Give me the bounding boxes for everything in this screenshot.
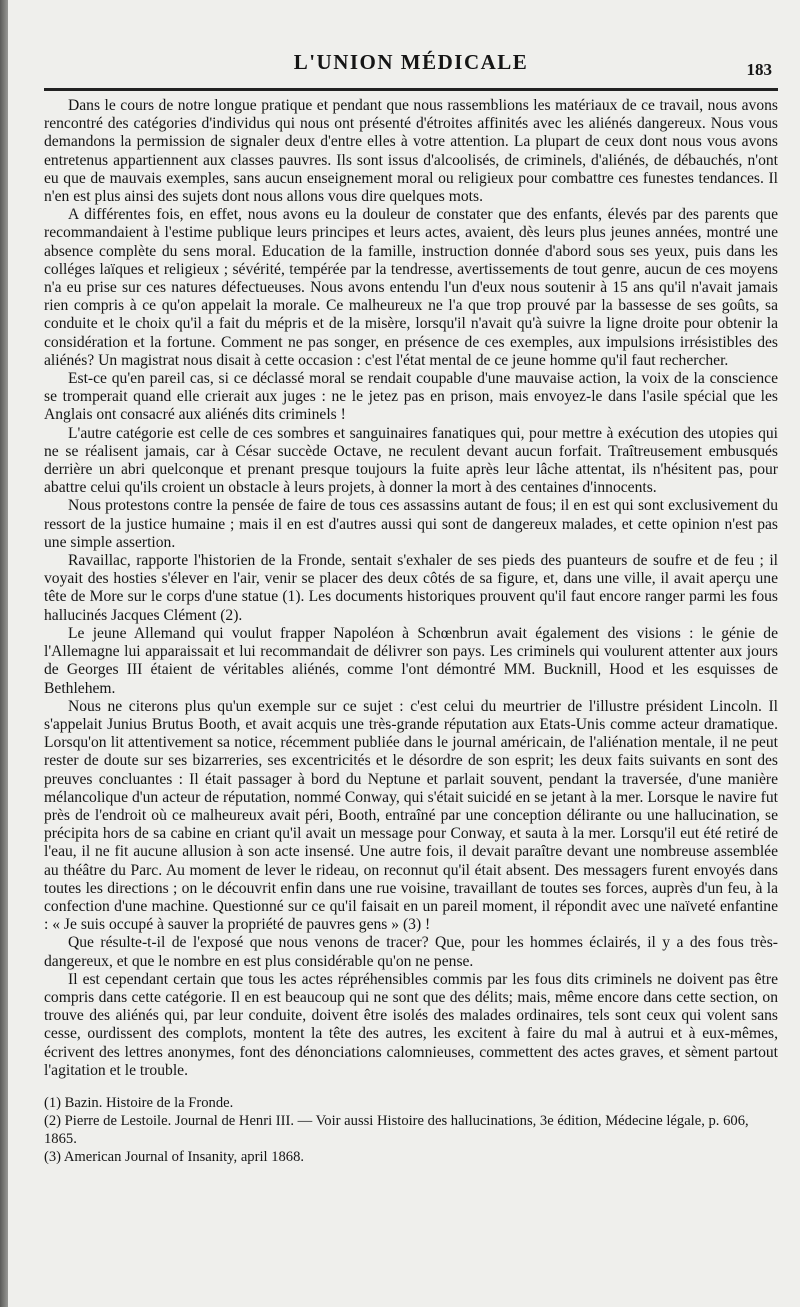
paragraph: Que résulte-t-il de l'exposé que nous venons de tracer? Que, pour les hommes éclairés, il y a des fous très-dangereux, et que le nombre en est plus considérable qu'on ne pense. — [44, 934, 778, 970]
paragraph: A différentes fois, en effet, nous avons eu la douleur de constater que des enfants, élevés par des parents que recommandaient à l'estime publique leurs principes et leurs actes, avaient, dès leurs plus jeunes années, montré une absence complète du sens moral. Education de la famille, instruction donnée d'abord sous ses yeux, puis dans les colléges laïques et religieux ; sévérité, tempérée par la tendresse, avertissements de tout genre, aucun de ces moyens n'a eu prise sur ces natures défectueuses. Nous avons entendu l'un d'eux nous soutenir à 15 ans qu'il n'avait jamais rien compris à ce qu'on appelait la morale. Ce malheureux ne l'a que trop prouvé par la bassesse de ses goûts, sa conduite et le choix qu'il a fait du mépris et de la misère, lorsqu'il n'avait qu'à suivre la ligne droite pour obtenir la considération et la fortune. Comment ne pas songer, en présence de ces exemples, aux impulsions irrésistibles des aliénés? Un magistrat nous disait à cette occasion : c'est l'état mental de ce jeune homme qu'il faut rechercher. — [44, 206, 778, 369]
header-rule — [44, 88, 778, 91]
footnote: (3) American Journal of Insanity, april 1868. — [44, 1148, 305, 1165]
body-text — [44, 97, 778, 1080]
running-head: L'UNION MÉDICALE — [293, 50, 529, 74]
paragraph: Il est cependant certain que tous les actes répréhensibles commis par les fous dits criminels ne doivent pas être compris dans cette catégorie. Il en est beaucoup qui ne sont que des délits; mais, même encore dans cette section, on trouve des aliénés qui, par leur conduite, doivent être isolés des malades ordinaires, tels sont ceux qui volent sans cesse, ourdissent des complots, montent la tête des autres, les excitent à faire du mal à autrui et à eux-mêmes, écrivent des lettres anonymes, font des dénonciations calomnieuses, commettent des actes graves, et sèment partout l'agitation et le trouble. — [44, 970, 778, 1079]
paragraph: Nous protestons contre la pensée de faire de tous ces assassins autant de fous; il en est qui sont exclusivement du ressort de la justice humaine ; mais il en est d'autres aussi qui sont de dangereux malades, et cette opinion n'est pas une simple assertion. — [44, 497, 778, 551]
footnote: (1) Bazin. Histoire de la Fronde. — [44, 1094, 234, 1111]
footnote: (2) Pierre de Lestoile. Journal de Henri III. — Voir aussi Histoire des hallucinations, 3e édition, Médecine légale, p. 606, 1865. — [44, 1112, 749, 1147]
paragraph: Ravaillac, rapporte l'historien de la Fronde, sentait s'exhaler de ses pieds des puanteurs de soufre et de feu ; il voyait des hosties s'élever en l'air, venir se placer des deux côtés de sa figure, et, dans une ville, il avait aperçu une tête de More sur le corps d'une statue (1). Les documents historiques prouvent qu'il faut encore ranger parmi les fous hallucinés Jacques Clément (2). — [44, 552, 778, 624]
page-number: 183 — [746, 60, 772, 79]
footnotes — [44, 1094, 778, 1166]
book-page — [8, 0, 800, 1307]
paragraph: Le jeune Allemand qui voulut frapper Napoléon à Schœnbrun avait également des visions : le génie de l'Allemagne lui apparaissait et lui recommandait de délivrer son pays. Les criminels qui voulurent attenter aux jours de Georges III étaient de véritables aliénés, comme l'ont démontré MM. Bucknill, Hood et les esquisses de Bethlehem. — [44, 624, 778, 697]
paragraph: Dans le cours de notre longue pratique et pendant que nous rassemblions les matériaux de ce travail, nous avons rencontré des catégories d'individus qui nous ont présenté d'étroites affinités avec les aliénés dangereux. Nous vous demandons la permission de signaler deux d'entre elles à votre attention. La plupart de ceux dont nous vous avons entretenus appartiennent aux classes pauvres. Ils sont issus d'alcoolisés, de criminels, d'aliénés, de débauchés, n'ont eu que de mauvais exemples, sans aucun enseignement moral ou religieux pour combattre ces funestes tendances. Il n'en est plus ainsi des sujets dont nous allons vous dire quelques mots. — [44, 97, 778, 206]
paragraph: Nous ne citerons plus qu'un exemple sur ce sujet : c'est celui du meurtrier de l'illustre président Lincoln. Il s'appelait Junius Brutus Booth, et avait acquis une très-grande réputation aux Etats-Unis comme acteur dramatique. Lorsqu'on lit attentivement sa notice, récemment publiée dans le journal américain, de l'aliénation mentale, il ne peut rester de doute sur ses bizarreries, ses excentricités et le désordre de son esprit; les deux faits suivants en sont des preuves concluantes : Il était passager à bord du Neptune et parlait souvent, pendant la traversée, d'une manière mélancolique d'un acteur de réputation, nommé Conway, qui s'était suicidé en se jetant à la mer. Lorsque le navire fut près de l'endroit où ce malheureux avait péri, Booth, entraîné par une conception délirante ou une hallucination, se précipita hors de sa cabine en criant qu'il avait un message pour Conway, et sauta à la mer. Lorsqu'il eut été retiré de l'eau, il ne fit aucune allusion à son acte insensé. Une autre fois, il devait paraître devant une nombreuse assemblée au théâtre du Parc. Au moment de lever le rideau, on reconnut qu'il était absent. Des messagers furent envoyés dans toutes les directions ; on le découvrit enfin dans une rue voisine, travaillant de toutes ses forces, auprès d'un feu, à la confection d'une machine. Questionné sur ce qu'il faisait en un pareil moment, il répondit avec une naïveté enfantine : « Je suis occupé à sauver la propriété de pauvres gens » (3) ! — [44, 697, 778, 934]
page-header — [44, 44, 778, 86]
paragraph: L'autre catégorie est celle de ces sombres et sanguinaires fanatiques qui, pour mettre à exécution des utopies qui ne se réalisent jamais, car à César succède Octave, ne reculent devant aucun forfait. Traîtreusement embusqués derrière un abri quelconque et prenant presque toujours la fuite après leur lâche attentat, ils n'hésitent pas, pour abattre celui qu'ils croient un obstacle à leurs projets, à donner la mort à des centaines d'innocents. — [44, 424, 778, 497]
paragraph: Est-ce qu'en pareil cas, si ce déclassé moral se rendait coupable d'une mauvaise action, la voix de la conscience se tromperait quand elle crierait aux juges : ne le jetez pas en prison, mais envoyez-le dans l'asile spécial que les Anglais ont consacré aux aliénés dits criminels ! — [44, 370, 778, 424]
